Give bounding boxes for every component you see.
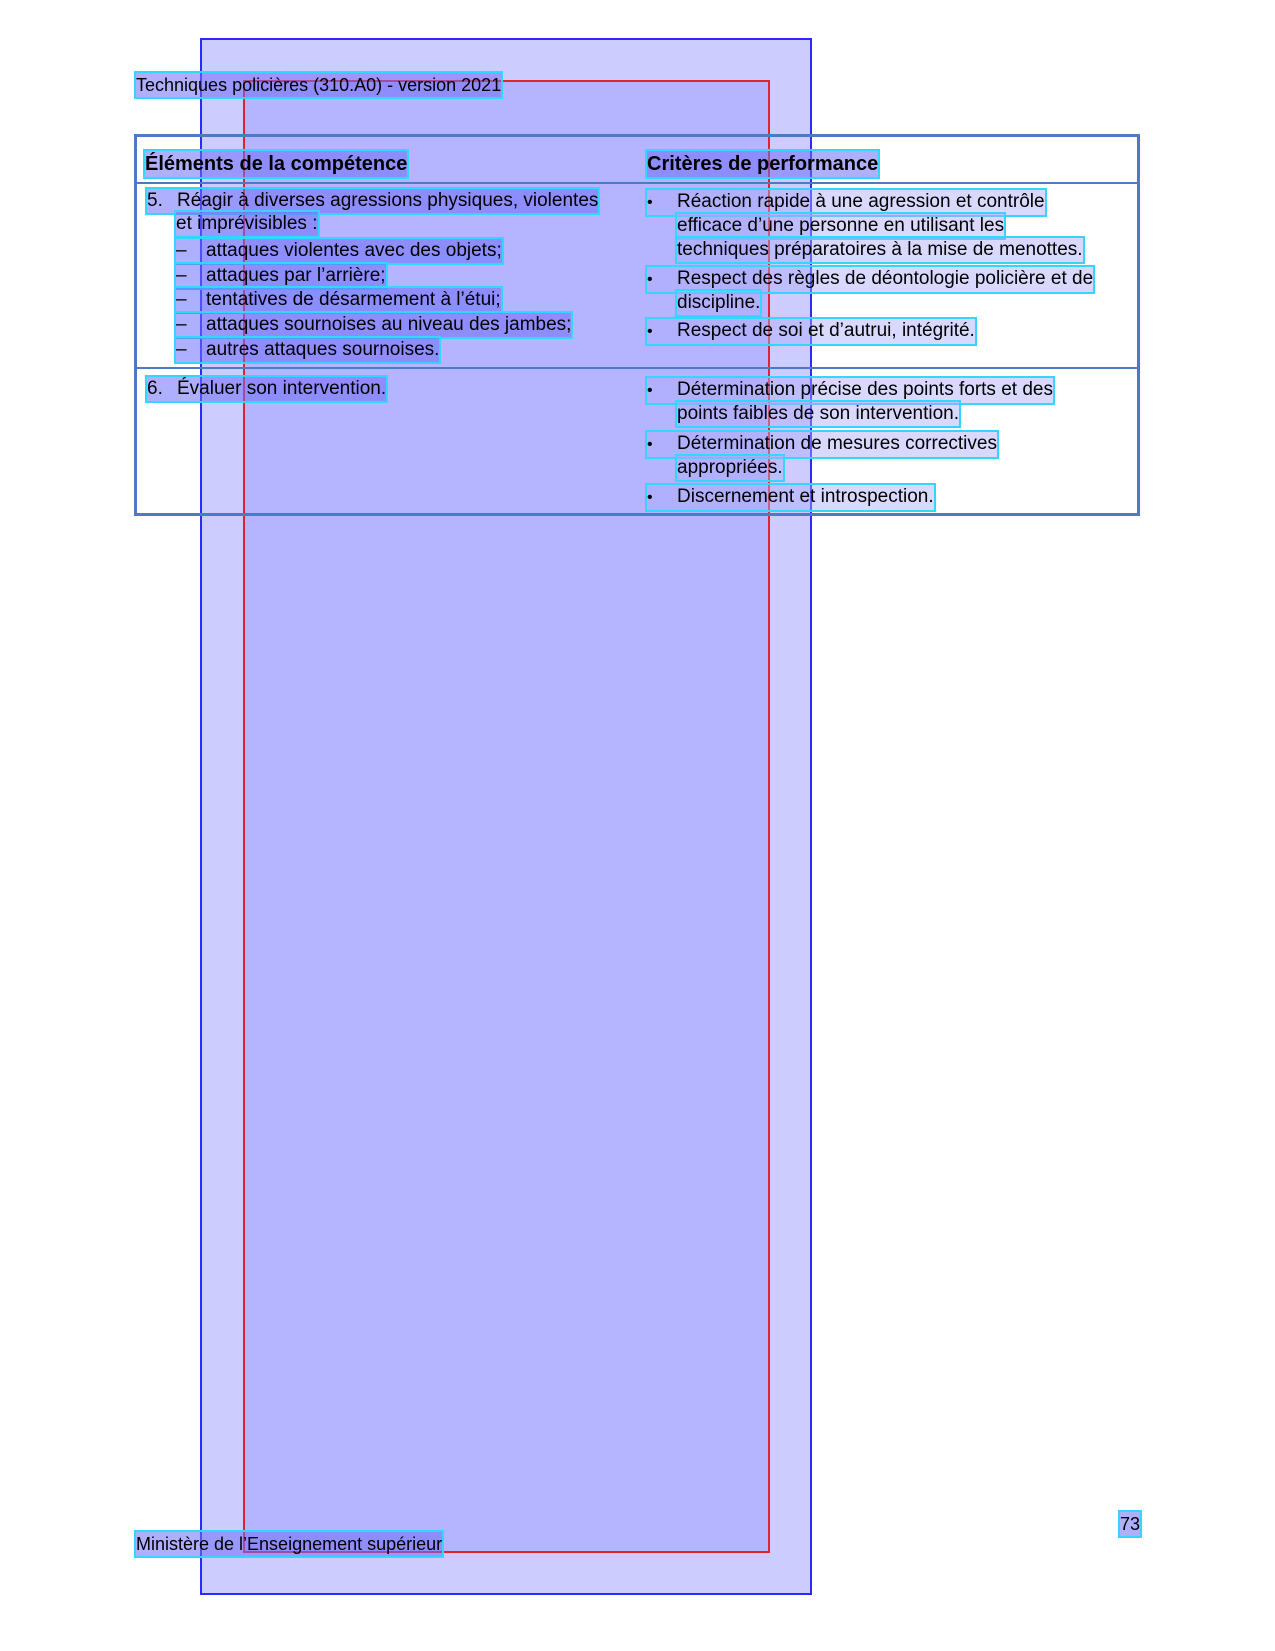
criterion <box>647 267 1093 292</box>
sub-item <box>176 239 502 263</box>
dash-marker: – <box>176 240 187 261</box>
sub-item <box>176 338 439 362</box>
competency-table <box>134 134 1140 516</box>
criterion-text: Discernement et introspection. <box>677 486 934 507</box>
sub-item-text: tentatives de désarmement à l’étui; <box>206 289 501 310</box>
sub-item <box>176 313 571 337</box>
criterion-line: efficace d’une personne en utilisant les <box>677 215 1005 236</box>
header-divider <box>137 182 1137 184</box>
bullet-icon: • <box>647 323 653 340</box>
criterion <box>647 378 1053 403</box>
sub-item-text: attaques par l’arrière; <box>206 265 386 286</box>
page-header: Techniques policières (310.A0) - version 2021 <box>136 75 502 95</box>
criterion <box>647 485 934 510</box>
bullet-icon: • <box>647 194 653 211</box>
dash-marker: – <box>176 314 187 335</box>
criterion-line: techniques préparatoires à la mise de menottes. <box>677 239 1083 260</box>
column-header-criteria: Critères de performance <box>647 153 879 175</box>
criterion-text: Détermination précise des points forts et des <box>677 379 1053 400</box>
criterion-text: Réaction rapide à une agression et contrôle <box>677 191 1045 212</box>
criterion <box>647 319 975 344</box>
dash-marker: – <box>176 265 187 286</box>
element-line: et imprévisibles : <box>176 213 318 234</box>
criterion-text: Détermination de mesures correctives <box>677 433 997 454</box>
page-footer: Ministère de l’Enseignement supérieur <box>136 1534 443 1554</box>
criterion <box>647 190 1045 215</box>
sub-item-text: autres attaques sournoises. <box>206 339 440 360</box>
element-number: 6. <box>147 378 163 399</box>
criterion-line: appropriées. <box>677 457 783 478</box>
column-header-elements: Éléments de la compétence <box>145 153 408 175</box>
sub-item-text: attaques sournoises au niveau des jambes; <box>206 314 572 335</box>
criterion-line: discipline. <box>677 292 761 313</box>
bullet-icon: • <box>647 382 653 399</box>
element-text: Réagir à diverses agressions physiques, violentes <box>177 190 599 211</box>
element-text: Évaluer son intervention. <box>177 378 387 399</box>
bullet-icon: • <box>647 436 653 453</box>
page-number: 73 <box>1120 1514 1141 1534</box>
sub-item-text: attaques violentes avec des objets; <box>206 240 502 261</box>
element-line <box>147 377 386 401</box>
sub-item <box>176 288 501 312</box>
dash-marker: – <box>176 289 187 310</box>
row-divider <box>137 367 1137 369</box>
criterion-text: Respect de soi et d’autrui, intégrité. <box>677 320 975 341</box>
element-line <box>147 189 598 213</box>
sub-item <box>176 264 386 288</box>
criterion <box>647 432 997 457</box>
criterion-line: points faibles de son intervention. <box>677 403 960 424</box>
bullet-icon: • <box>647 271 653 288</box>
dash-marker: – <box>176 339 187 360</box>
element-number: 5. <box>147 190 163 211</box>
criterion-text: Respect des règles de déontologie policière et de <box>677 268 1094 289</box>
bullet-icon: • <box>647 489 653 506</box>
